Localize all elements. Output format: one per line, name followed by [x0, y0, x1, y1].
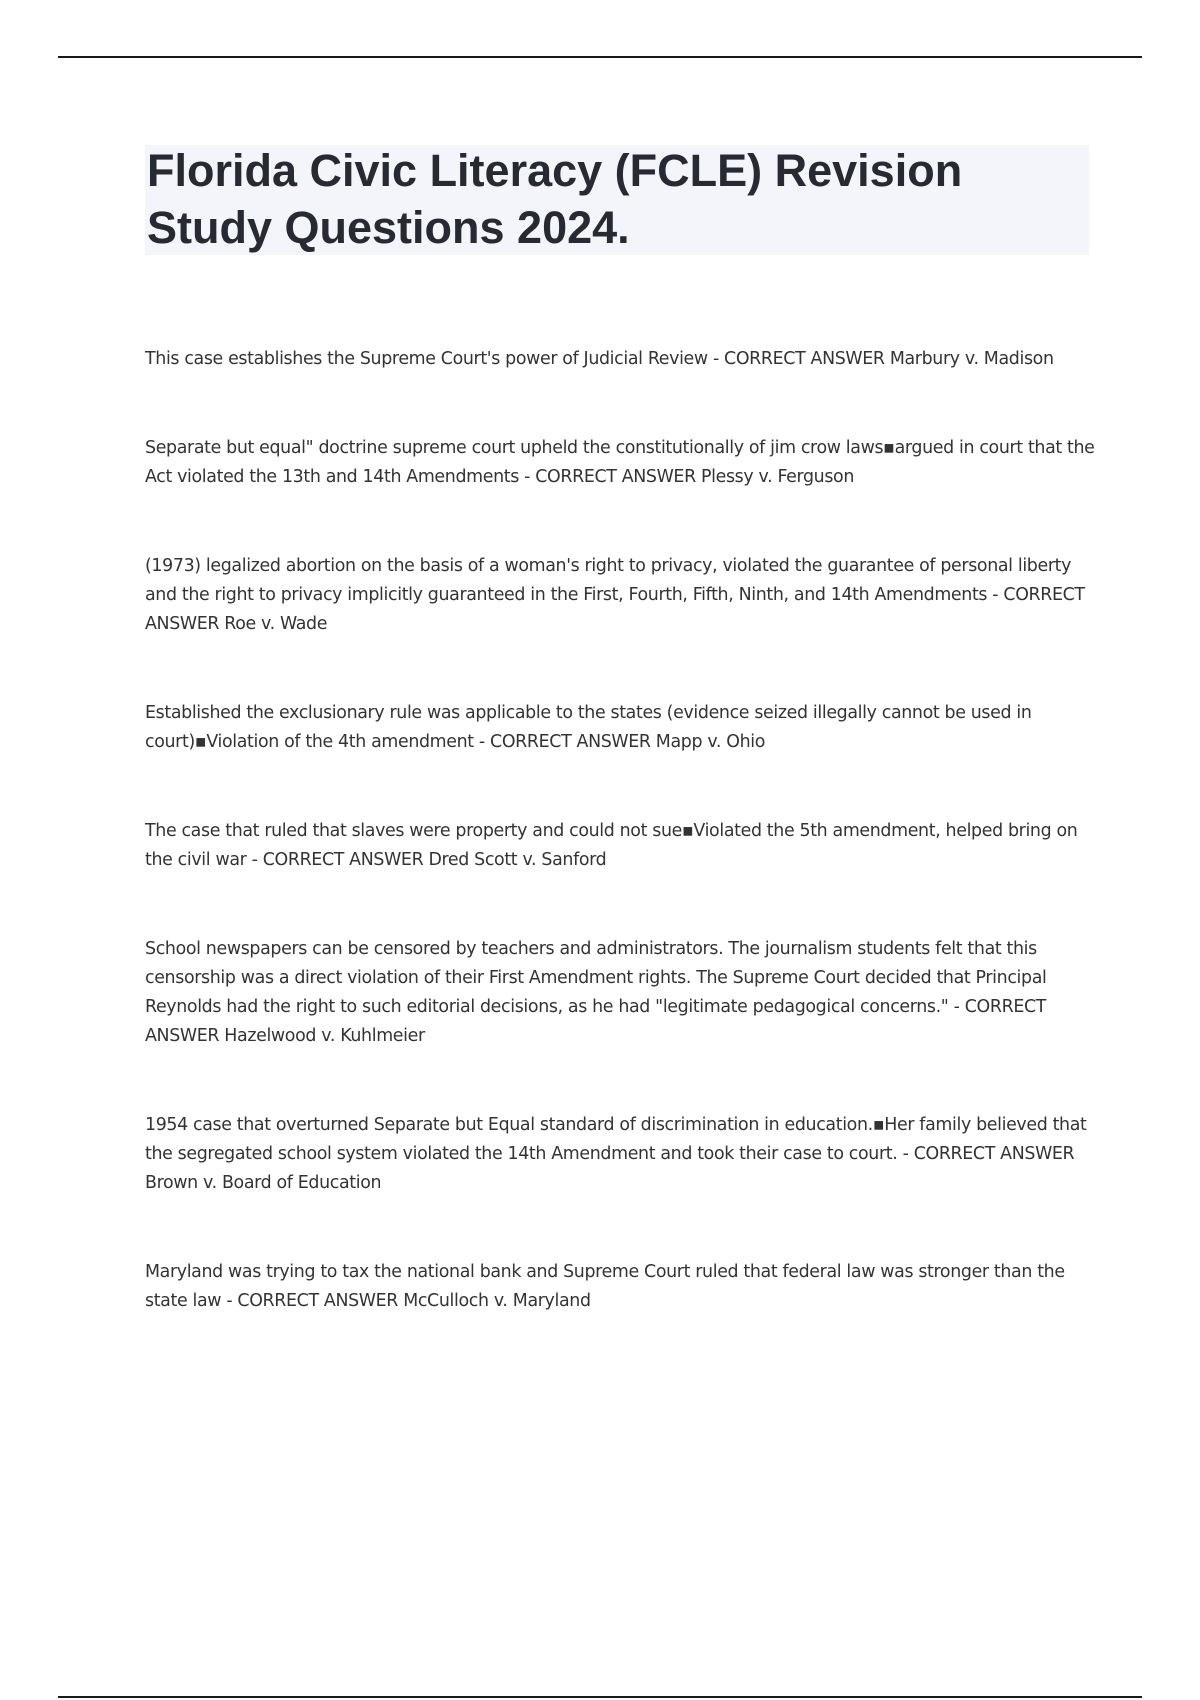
qa-item: School newspapers can be censored by teachers and administrators. The journalism students felt that this censorship was a direct violation of their First Amendment rights. The Supreme Court decided that Principal Reynolds had the right to such editorial decisions, as he had "legitimate pedagogical concerns." - CORRECT ANSWER Hazelwood v. Kuhlmeier — [145, 939, 1047, 1046]
qa-item: Maryland was trying to tax the national bank and Supreme Court ruled that federal law was stronger than the state law - CORRECT ANSWER McCulloch v. Maryland — [145, 1262, 1065, 1311]
qa-item: 1954 case that overturned Separate but Equal standard of discrimination in education.▪Her family believed that the segregated school system violated the 14th Amendment and took their case to court. - CORRECT ANSWER Brown v. Board of Education — [145, 1115, 1087, 1193]
qa-item: (1973) legalized abortion on the basis of a woman's right to privacy, violated the guarantee of personal liberty and the right to privacy implicitly guaranteed in the First, Fourth, Fifth, Ninth, and 14th Amendments - CORRECT ANSWER Roe v. Wade — [145, 556, 1085, 634]
qa-item: The case that ruled that slaves were property and could not sue▪Violated the 5th amendment, helped bring on the civil war - CORRECT ANSWER Dred Scott v. Sanford — [145, 821, 1078, 870]
title-banner — [145, 145, 1089, 255]
top-divider — [58, 56, 1142, 58]
qa-item: Established the exclusionary rule was applicable to the states (evidence seized illegally cannot be used in court)▪Violation of the 4th amendment - CORRECT ANSWER Mapp v. Ohio — [145, 703, 1032, 752]
qa-list — [145, 345, 1095, 1376]
qa-item: Separate but equal" doctrine supreme court upheld the constitutionally of jim crow laws▪argued in court that the Act violated the 13th and 14th Amendments - CORRECT ANSWER Plessy v. Ferguson — [145, 438, 1095, 487]
qa-item: This case establishes the Supreme Court's power of Judicial Review - CORRECT ANSWER Marbury v. Madison — [145, 349, 1054, 369]
document-title: Florida Civic Literacy (FCLE) Revision Study Questions 2024. — [147, 145, 963, 253]
bottom-divider — [58, 1696, 1142, 1698]
